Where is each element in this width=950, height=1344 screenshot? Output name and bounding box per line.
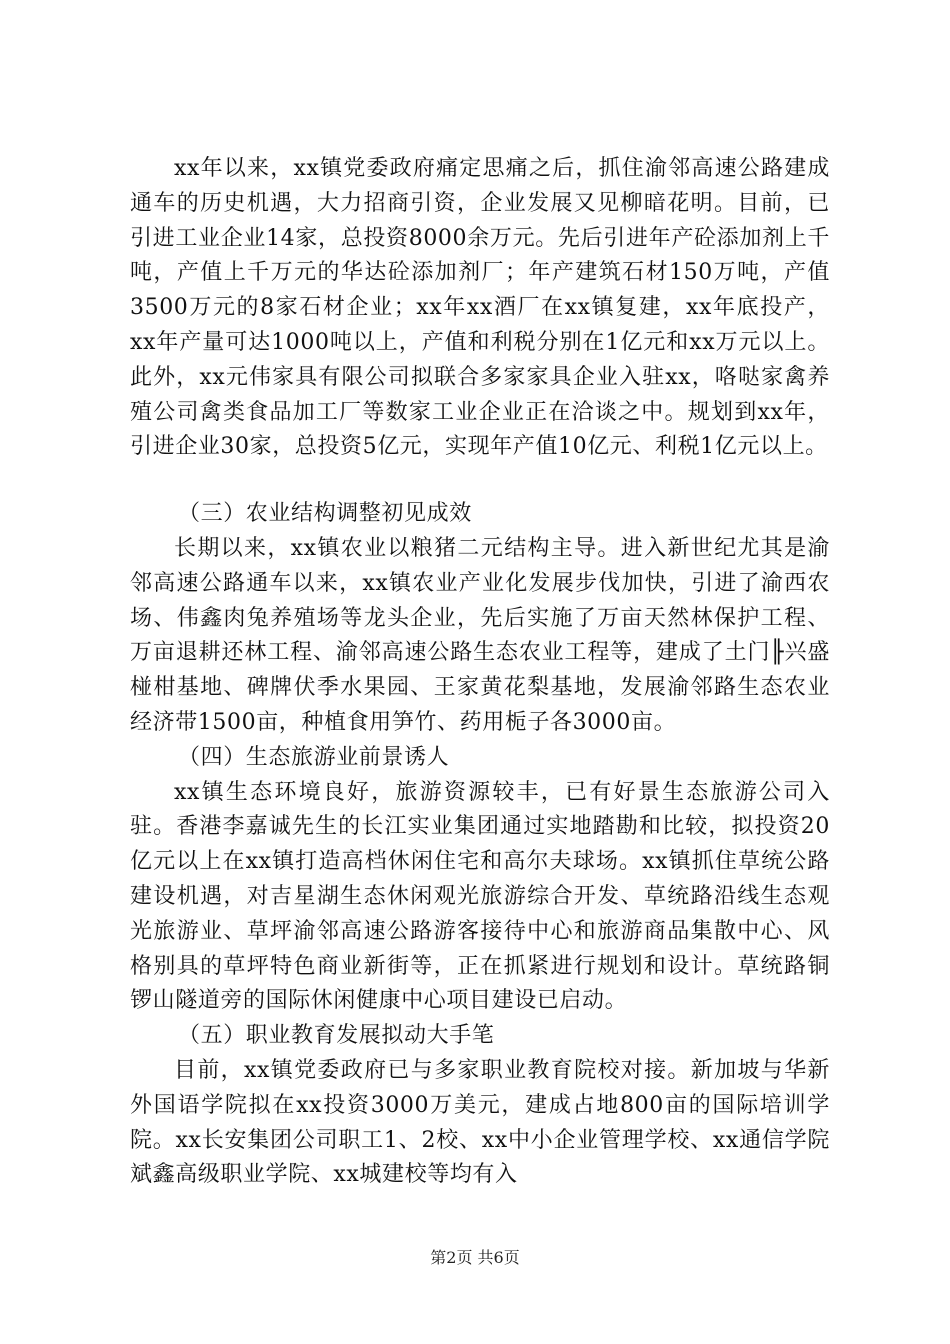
paragraph-gap <box>130 465 830 497</box>
page-number-footer: 第2页 共6页 <box>430 1248 520 1267</box>
heading-education: （五）职业教育发展拟动大手笔 <box>178 1023 495 1049</box>
paragraph-agriculture: 长期以来，xx镇农业以粮猪二元结构主导。进入新世纪尤其是渝邻高速公路通车以来，xx镇农业产业化发展步伐加快，引进了渝西农场、伟鑫肉兔养殖场等龙头企业，先后实施了万亩天然林保护工程、万亩退耕还林工程、渝邻高速公路生态农业工程等，建成了土门╟兴盛椪柑基地、碑牌伏季水果园、王家黄花梨基地，发展渝邻路生态农业经济带1500亩，种植食用笋竹、药用栀子各3000亩。 <box>130 535 830 735</box>
document-body <box>130 152 830 1193</box>
heading-tourism: （四）生态旅游业前景诱人 <box>178 744 450 770</box>
paragraph-education: 目前，xx镇党委政府已与多家职业教育院校对接。新加坡与华新外国语学院拟在xx投资3000万美元，建成占地800亩的国际培训学院。xx长安集团公司职工1、2校、xx中小企业管理学校、xx通信学院斌鑫高级职业学院、xx城建校等均有入 <box>130 1057 830 1188</box>
heading-agriculture: （三）农业结构调整初见成效 <box>178 501 472 527</box>
paragraph-tourism: xx镇生态环境良好，旅游资源较丰，已有好景生态旅游公司入驻。香港李嘉诚先生的长江实业集团通过实地踏勘和比较，拟投资20亿元以上在xx镇打造高档休闲住宅和高尔夫球场。xx镇抓住草统公路建设机遇，对吉星湖生态休闲观光旅游综合开发、草统路沿线生态观光旅游业、草坪渝邻高速公路游客接待中心和旅游商品集散中心、风格别具的草坪特色商业新街等，正在抓紧进行规划和设计。草统路铜锣山隧道旁的国际休闲健康中心项目建设已启动。 <box>130 779 830 1014</box>
paragraph-industry: xx年以来，xx镇党委政府痛定思痛之后，抓住渝邻高速公路建成通车的历史机遇，大力招商引资，企业发展又见柳暗花明。目前，已引进工业企业14家，总投资8000余万元。先后引进年产砼添加剂上千吨，产值上千万元的华达砼添加剂厂；年产建筑石材150万吨，产值3500万元的8家石材企业；xx年xx酒厂在xx镇复建，xx年底投产，xx年产量可达1000吨以上，产值和利税分别在1亿元和xx万元以上。此外，xx元伟家具有限公司拟联合多家家具企业入驻xx，咯哒家禽养殖公司禽类食品加工厂等数家工业企业正在洽谈之中。规划到xx年，引进企业30家，总投资5亿元，实现年产值10亿元、利税1亿元以上。 <box>130 156 830 460</box>
